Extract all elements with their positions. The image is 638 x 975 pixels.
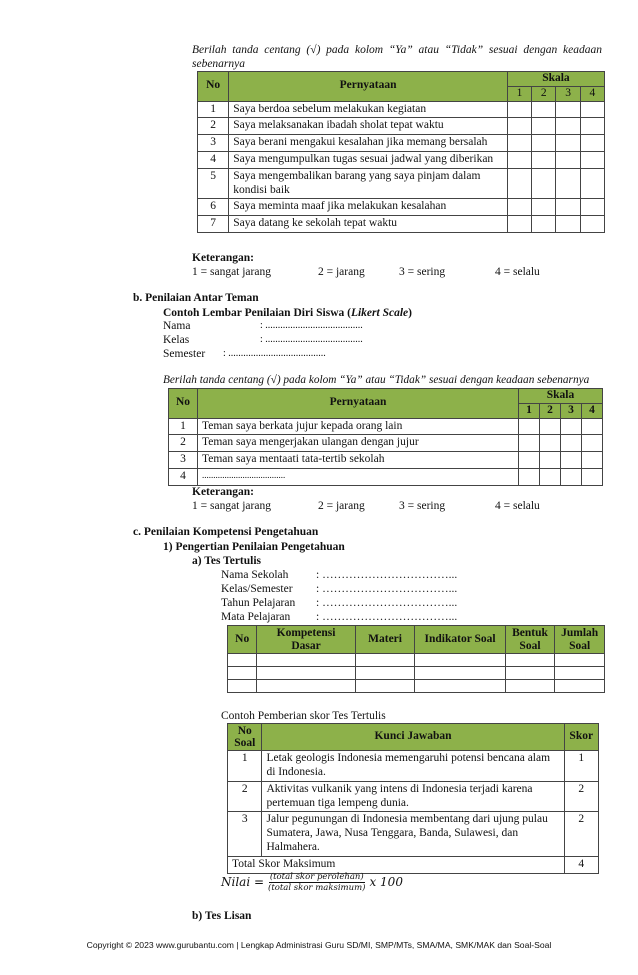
part-a-instruction: Berilah tanda centang (√) pada kolom “Ya” atau “Tidak” sesuai dengan keadaan sebenarnya bbox=[192, 44, 602, 70]
score-row-key: Jalur pegunungan di Indonesia membentang dari ujung pulau Sumatera, Jawa, Nusa Tenggara, Banda, Sulawesi, dan Halmahera. bbox=[262, 812, 564, 856]
part-b-legend-title: Keterangan: bbox=[192, 486, 254, 498]
table-row bbox=[228, 654, 605, 667]
score-formula bbox=[221, 872, 403, 893]
scale-3: 3 bbox=[556, 86, 580, 101]
field-year-value[interactable]: : ……………………………... bbox=[316, 597, 458, 609]
check-cell[interactable] bbox=[507, 135, 531, 152]
part-b-instruction: Berilah tanda centang (√) pada kolom “Ya” atau “Tidak” sesuai dengan keadaan sebenarnya bbox=[163, 374, 590, 386]
part-b-heading: b. Penilaian Antar Teman bbox=[133, 292, 259, 304]
row-no: 7 bbox=[198, 216, 229, 233]
formula-multiplier: x 100 bbox=[369, 875, 403, 890]
row-text: Saya melaksanakan ibadah sholat tepat waktu bbox=[229, 118, 508, 135]
field-nama-label: Nama bbox=[163, 320, 191, 332]
grid-col-bentuk: Bentuk Soal bbox=[505, 626, 555, 654]
score-col-no: No Soal bbox=[228, 724, 262, 751]
col-statement-header: Pernyataan bbox=[229, 72, 508, 102]
check-cell[interactable] bbox=[507, 168, 531, 199]
grid-cell[interactable] bbox=[505, 667, 555, 680]
check-cell[interactable] bbox=[540, 435, 561, 452]
check-cell[interactable] bbox=[556, 199, 580, 216]
check-cell[interactable] bbox=[540, 468, 561, 485]
row-text: Teman saya mengerjakan ulangan dengan jujur bbox=[198, 435, 519, 452]
row-text: Teman saya berkata jujur kepada orang lain bbox=[198, 418, 519, 435]
check-cell[interactable] bbox=[580, 168, 604, 199]
table-row bbox=[198, 168, 605, 199]
table-row bbox=[169, 418, 603, 435]
check-cell[interactable] bbox=[540, 418, 561, 435]
part-b-table bbox=[168, 388, 603, 486]
subheading-italic: Likert Scale bbox=[350, 307, 409, 319]
score-row-no: 2 bbox=[228, 781, 262, 812]
field-class-label: Kelas/Semester bbox=[221, 583, 293, 595]
check-cell[interactable] bbox=[580, 151, 604, 168]
check-cell[interactable] bbox=[582, 452, 603, 469]
check-cell[interactable] bbox=[561, 418, 582, 435]
check-cell[interactable] bbox=[532, 118, 556, 135]
grid-col-kd: Kompetensi Dasar bbox=[257, 626, 355, 654]
part-a-legend-4: 4 = selalu bbox=[495, 266, 540, 278]
grid-cell[interactable] bbox=[555, 654, 605, 667]
check-cell[interactable] bbox=[580, 118, 604, 135]
row-no: 1 bbox=[169, 418, 198, 435]
table-row bbox=[198, 135, 605, 152]
table-row bbox=[169, 452, 603, 469]
check-cell[interactable] bbox=[561, 435, 582, 452]
check-cell[interactable] bbox=[556, 151, 580, 168]
check-cell[interactable] bbox=[580, 101, 604, 118]
table-row bbox=[169, 435, 603, 452]
table-row bbox=[228, 751, 599, 782]
row-no: 3 bbox=[169, 452, 198, 469]
grid-cell[interactable] bbox=[355, 654, 415, 667]
check-cell[interactable] bbox=[532, 135, 556, 152]
scale-2: 2 bbox=[532, 86, 556, 101]
scale-1: 1 bbox=[519, 403, 540, 418]
check-cell[interactable] bbox=[507, 199, 531, 216]
row-text: Saya mengembalikan barang yang saya pinjam dalam kondisi baik bbox=[229, 168, 508, 199]
grid-cell[interactable] bbox=[257, 654, 355, 667]
table-row bbox=[228, 667, 605, 680]
check-cell[interactable] bbox=[580, 135, 604, 152]
score-row-score: 2 bbox=[564, 781, 599, 812]
grid-cell[interactable] bbox=[555, 680, 605, 693]
grid-cell[interactable] bbox=[555, 667, 605, 680]
score-row-no: 3 bbox=[228, 812, 262, 856]
check-cell[interactable] bbox=[582, 418, 603, 435]
col-no-header: No bbox=[198, 72, 229, 102]
part-b-legend-1: 1 = sangat jarang bbox=[192, 500, 271, 512]
check-cell[interactable] bbox=[556, 101, 580, 118]
row-no: 6 bbox=[198, 199, 229, 216]
part-a-legend-1: 1 = sangat jarang bbox=[192, 266, 271, 278]
part-b-legend-3: 3 = sering bbox=[399, 500, 446, 512]
scale-4: 4 bbox=[582, 403, 603, 418]
part-b-subheading bbox=[163, 307, 412, 321]
scale-3: 3 bbox=[561, 403, 582, 418]
check-cell[interactable] bbox=[532, 199, 556, 216]
grid-col-materi: Materi bbox=[355, 626, 415, 654]
check-cell[interactable] bbox=[519, 468, 540, 485]
check-cell[interactable] bbox=[507, 151, 531, 168]
part-a-table bbox=[197, 71, 605, 233]
row-text[interactable]: ..................................... bbox=[198, 468, 519, 485]
formula-denominator: (total skor maksimum) bbox=[268, 883, 366, 894]
col-statement-header: Pernyataan bbox=[198, 389, 519, 419]
table-row bbox=[228, 680, 605, 693]
row-no: 4 bbox=[198, 151, 229, 168]
score-col-score: Skor bbox=[564, 724, 599, 751]
row-text: Teman saya mentaati tata-tertib sekolah bbox=[198, 452, 519, 469]
check-cell[interactable] bbox=[561, 468, 582, 485]
row-text: Saya datang ke sekolah tepat waktu bbox=[229, 216, 508, 233]
grid-cell[interactable] bbox=[228, 654, 257, 667]
row-no: 2 bbox=[198, 118, 229, 135]
grid-col-indikator: Indikator Soal bbox=[415, 626, 505, 654]
score-row-key: Aktivitas vulkanik yang intens di Indonesia terjadi karena pertemuan tiga lempeng dunia. bbox=[262, 781, 564, 812]
scale-1: 1 bbox=[507, 86, 531, 101]
check-cell[interactable] bbox=[519, 418, 540, 435]
check-cell[interactable] bbox=[540, 452, 561, 469]
grid-cell[interactable] bbox=[257, 680, 355, 693]
check-cell[interactable] bbox=[507, 216, 531, 233]
scale-2: 2 bbox=[540, 403, 561, 418]
score-row-score: 2 bbox=[564, 812, 599, 856]
table-row bbox=[228, 781, 599, 812]
field-semester-value[interactable]: : ....................................... bbox=[223, 348, 326, 359]
part-b-legend-4: 4 = selalu bbox=[495, 500, 540, 512]
field-subject-label: Mata Pelajaran bbox=[221, 611, 291, 623]
row-no: 1 bbox=[198, 101, 229, 118]
field-school-value[interactable]: : ……………………………... bbox=[316, 569, 458, 581]
row-text: Saya meminta maaf jika melakukan kesalahan bbox=[229, 199, 508, 216]
score-row-score: 1 bbox=[564, 751, 599, 782]
score-col-key: Kunci Jawaban bbox=[262, 724, 564, 751]
grid-col-jumlah: Jumlah Soal bbox=[555, 626, 605, 654]
subheading-text: Contoh Lembar Penilaian Diri Siswa ( bbox=[163, 307, 351, 319]
check-cell[interactable] bbox=[507, 101, 531, 118]
field-subject-value[interactable]: : ……………………………... bbox=[316, 611, 458, 623]
grid-col-no: No bbox=[228, 626, 257, 654]
part-a-legend-title: Keterangan: bbox=[192, 252, 254, 264]
row-no: 5 bbox=[198, 168, 229, 199]
check-cell[interactable] bbox=[507, 118, 531, 135]
scale-4: 4 bbox=[580, 86, 604, 101]
check-cell[interactable] bbox=[582, 468, 603, 485]
grid-cell[interactable] bbox=[355, 680, 415, 693]
table-row bbox=[198, 216, 605, 233]
table-row-total bbox=[228, 856, 599, 873]
check-cell[interactable] bbox=[532, 101, 556, 118]
check-cell[interactable] bbox=[532, 216, 556, 233]
table-row bbox=[198, 101, 605, 118]
check-cell[interactable] bbox=[556, 168, 580, 199]
score-table bbox=[227, 723, 599, 874]
grid-cell[interactable] bbox=[228, 680, 257, 693]
check-cell[interactable] bbox=[561, 452, 582, 469]
col-no-header: No bbox=[169, 389, 198, 419]
part-a-legend-2: 2 = jarang bbox=[318, 266, 365, 278]
row-no: 4 bbox=[169, 468, 198, 485]
check-cell[interactable] bbox=[556, 216, 580, 233]
grid-cell[interactable] bbox=[415, 667, 505, 680]
part-c-sub1: 1) Pengertian Penilaian Pengetahuan bbox=[163, 541, 345, 553]
col-scale-header: Skala bbox=[507, 72, 604, 87]
grid-cell[interactable] bbox=[228, 667, 257, 680]
field-class-value[interactable]: : ……………………………... bbox=[316, 583, 458, 595]
field-kelas-value[interactable]: : ....................................... bbox=[260, 334, 363, 345]
page-footer: Copyright © 2023 www.gurubantu.com | Lengkap Administrasi Guru SD/MI, SMP/MTs, SMA/MA, SMK/MAK dan Soal-Soal bbox=[86, 940, 552, 950]
check-cell[interactable] bbox=[556, 135, 580, 152]
row-text: Saya berdoa sebelum melakukan kegiatan bbox=[229, 101, 508, 118]
table-row bbox=[198, 118, 605, 135]
row-no: 2 bbox=[169, 435, 198, 452]
check-cell[interactable] bbox=[532, 151, 556, 168]
check-cell[interactable] bbox=[519, 435, 540, 452]
score-caption: Contoh Pemberian skor Tes Tertulis bbox=[221, 710, 386, 722]
row-no: 3 bbox=[198, 135, 229, 152]
part-c-heading: c. Penilaian Kompetensi Pengetahuan bbox=[133, 526, 319, 538]
total-value: 4 bbox=[564, 856, 599, 873]
grid-table bbox=[227, 625, 605, 693]
check-cell[interactable] bbox=[532, 168, 556, 199]
check-cell[interactable] bbox=[580, 199, 604, 216]
table-row bbox=[228, 812, 599, 856]
formula-lhs: Nilai = bbox=[221, 875, 265, 890]
score-row-no: 1 bbox=[228, 751, 262, 782]
check-cell[interactable] bbox=[519, 452, 540, 469]
grid-cell[interactable] bbox=[505, 680, 555, 693]
grid-cell[interactable] bbox=[355, 667, 415, 680]
field-school-label: Nama Sekolah bbox=[221, 569, 289, 581]
grid-cell[interactable] bbox=[415, 654, 505, 667]
table-row bbox=[198, 199, 605, 216]
field-year-label: Tahun Pelajaran bbox=[221, 597, 296, 609]
total-label: Total Skor Maksimum bbox=[228, 856, 565, 873]
grid-cell[interactable] bbox=[505, 654, 555, 667]
part-c-sub-b: b) Tes Lisan bbox=[192, 910, 252, 922]
table-row bbox=[169, 468, 603, 485]
check-cell[interactable] bbox=[580, 216, 604, 233]
score-row-key: Letak geologis Indonesia memengaruhi potensi bencana alam di Indonesia. bbox=[262, 751, 564, 782]
part-c-sub-a: a) Tes Tertulis bbox=[192, 555, 262, 567]
check-cell[interactable] bbox=[582, 435, 603, 452]
part-b-legend-2: 2 = jarang bbox=[318, 500, 365, 512]
subheading-end: ) bbox=[408, 307, 412, 319]
part-a-legend-3: 3 = sering bbox=[399, 266, 446, 278]
table-row bbox=[198, 151, 605, 168]
row-text: Saya berani mengakui kesalahan jika memang bersalah bbox=[229, 135, 508, 152]
formula-fraction bbox=[268, 872, 365, 893]
field-kelas-label: Kelas bbox=[163, 334, 190, 346]
grid-cell[interactable] bbox=[257, 667, 355, 680]
formula-numerator: (total skor perolehan) bbox=[269, 872, 364, 882]
grid-cell[interactable] bbox=[415, 680, 505, 693]
check-cell[interactable] bbox=[556, 118, 580, 135]
field-nama-value[interactable]: : ....................................... bbox=[260, 320, 363, 331]
row-text: Saya mengumpulkan tugas sesuai jadwal yang diberikan bbox=[229, 151, 508, 168]
field-semester-label: Semester bbox=[163, 348, 206, 360]
col-scale-header: Skala bbox=[519, 389, 603, 404]
